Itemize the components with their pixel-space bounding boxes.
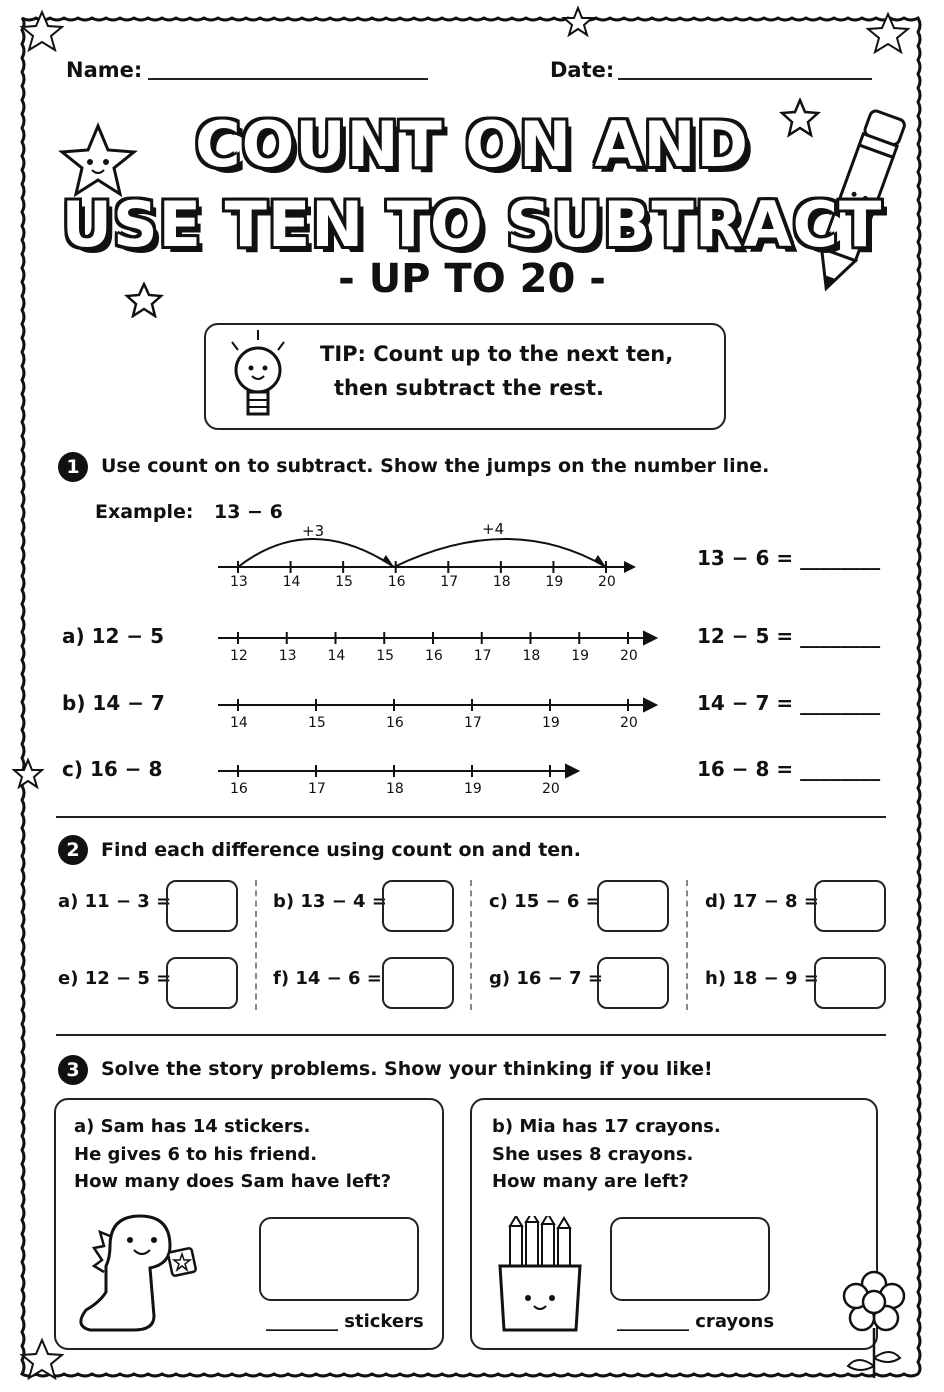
tick-label: 13 (278, 648, 297, 664)
section-divider (56, 816, 886, 818)
jump-label: +4 (482, 520, 505, 538)
section-1-instruction: Use count on to subtract. Show the jumps on the number line. (101, 455, 770, 477)
arrow-head (644, 699, 656, 711)
section-divider (56, 1034, 886, 1036)
tick-label: 17 (308, 781, 326, 797)
title-line-2: USE TEN TO SUBTRACT (61, 188, 883, 261)
example-number-line (210, 515, 650, 575)
flower-icon (830, 1262, 920, 1380)
story-a-answer-box[interactable] (259, 1217, 419, 1301)
story-a-line-2: He gives 6 to his friend. (74, 1144, 318, 1165)
tick-label: 15 (376, 648, 395, 664)
story-b-unit: ________ crayons (617, 1311, 775, 1332)
problem-2c: c) 15 − 6 = (489, 891, 601, 912)
story-a-line-3: How many does Sam have left? (74, 1171, 392, 1192)
tick-label: 15 (308, 715, 326, 731)
story-a-unit: ________ stickers (266, 1311, 424, 1332)
example-answer[interactable]: 13 − 6 = ________ (697, 546, 881, 570)
answer-box-2a[interactable] (166, 880, 238, 932)
problem-2f: f) 14 − 6 = (273, 968, 382, 989)
tick-label: 13 (230, 574, 248, 590)
name-field[interactable] (148, 78, 428, 80)
answer-box-2d[interactable] (814, 880, 886, 932)
crayon-box-icon (494, 1216, 586, 1336)
tick-label: 17 (440, 574, 459, 590)
jump-label: +3 (302, 522, 325, 540)
tick-label: 20 (598, 574, 616, 590)
tip-line-2: then subtract the rest. (334, 376, 604, 400)
tick-label: 20 (542, 781, 560, 797)
star-icon (22, 1340, 62, 1378)
title-line-1: COUNT ON AND (195, 108, 749, 181)
tick-label: 19 (464, 781, 482, 797)
example-label: Example: (95, 501, 194, 523)
story-b-line-3: How many are left? (492, 1171, 689, 1192)
tick-label: 16 (425, 648, 443, 664)
section-1-number: 1 (58, 452, 88, 482)
problem-2e: e) 12 − 5 = (58, 968, 172, 989)
section-3-instruction: Solve the story problems. Show your thinking if you like! (101, 1058, 713, 1080)
tick-label: 18 (522, 648, 541, 664)
tick-label: 15 (335, 574, 353, 590)
arrow-head (566, 765, 578, 777)
star-icon (22, 12, 62, 50)
problem-b-answer[interactable]: 14 − 7 = ________ (697, 691, 881, 715)
tick-label: 14 (230, 715, 248, 731)
problem-2b: b) 13 − 4 = (273, 891, 387, 912)
jump-arc (238, 539, 394, 567)
answer-box-2h[interactable] (814, 957, 886, 1009)
answer-box-2f[interactable] (382, 957, 454, 1009)
story-b-line-2: She uses 8 crayons. (492, 1144, 694, 1165)
problem-a-answer[interactable]: 12 − 5 = ________ (697, 624, 881, 648)
problem-2h: h) 18 − 9 = (705, 968, 819, 989)
tick-label: 14 (282, 574, 301, 590)
tick-label: 20 (620, 648, 638, 664)
column-divider (255, 880, 257, 1010)
tick-label: 16 (386, 715, 404, 731)
section-2-number: 2 (58, 835, 88, 865)
problem-2a: a) 11 − 3 = (58, 891, 172, 912)
star-icon (564, 8, 592, 35)
tick-label: 19 (545, 574, 564, 590)
problem-c-answer[interactable]: 16 − 8 = ________ (697, 757, 881, 781)
tick-label: 20 (620, 715, 638, 731)
tick-label: 14 (327, 648, 346, 664)
answer-box-2b[interactable] (382, 880, 454, 932)
column-divider (470, 880, 472, 1010)
tick-label: 16 (387, 574, 406, 590)
tick-label: 17 (473, 648, 492, 664)
practice-number-lines[interactable] (210, 620, 670, 800)
tick-label: 17 (464, 715, 482, 731)
tick-label: 18 (386, 781, 404, 797)
date-label: Date: (550, 58, 615, 82)
tick-label: 18 (492, 574, 511, 590)
answer-box-2e[interactable] (166, 957, 238, 1009)
lightbulb-icon (222, 328, 292, 424)
problem-b-label: b) 14 − 7 (62, 691, 165, 715)
tick-label: 12 (230, 648, 248, 664)
story-a-line-1: a) Sam has 14 stickers. (74, 1116, 311, 1137)
answer-box-2g[interactable] (597, 957, 669, 1009)
tick-label: 19 (542, 715, 560, 731)
story-b-line-1: b) Mia has 17 crayons. (492, 1116, 721, 1137)
section-3-number: 3 (58, 1055, 88, 1085)
problem-2g: g) 16 − 7 = (489, 968, 603, 989)
answer-box-2c[interactable] (597, 880, 669, 932)
star-icon (14, 760, 42, 787)
problem-c-label: c) 16 − 8 (62, 757, 163, 781)
tick-label: 19 (571, 648, 590, 664)
dinosaur-icon (70, 1206, 210, 1338)
arrow-head (644, 632, 656, 644)
problem-2d: d) 17 − 8 = (705, 891, 819, 912)
example-problem: 13 − 6 (214, 501, 283, 523)
name-label: Name: (66, 58, 143, 82)
date-field[interactable] (618, 78, 872, 80)
subtitle: - UP TO 20 - (338, 256, 606, 302)
section-2-instruction: Find each difference using count on and ten. (101, 839, 581, 861)
problem-a-label: a) 12 − 5 (62, 624, 165, 648)
tick-label: 16 (230, 781, 248, 797)
column-divider (686, 880, 688, 1010)
story-b-answer-box[interactable] (610, 1217, 770, 1301)
tip-line-1: TIP: Count up to the next ten, (320, 342, 674, 366)
